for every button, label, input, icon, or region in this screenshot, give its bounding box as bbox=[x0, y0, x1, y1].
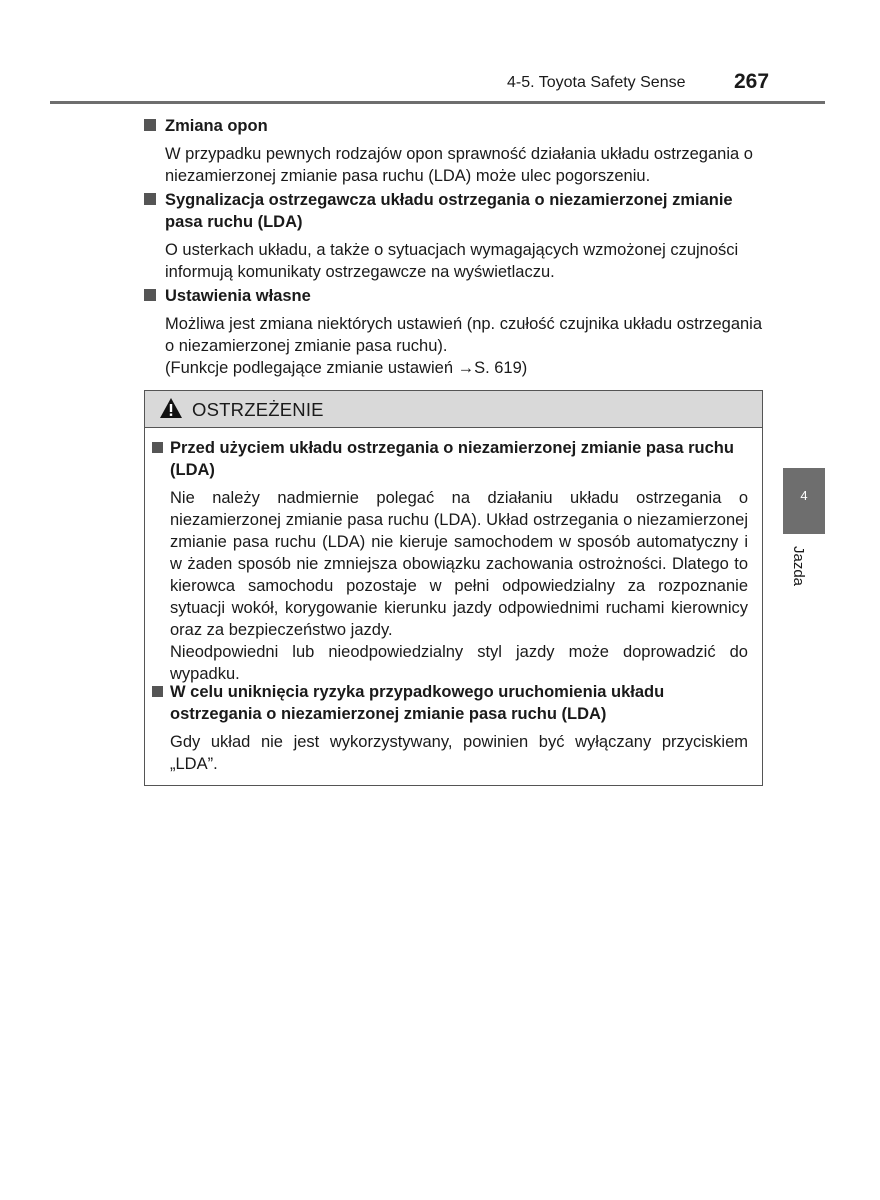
section-warning-signals bbox=[144, 189, 766, 283]
warning-item-body bbox=[152, 487, 748, 685]
warning-bullet-icon bbox=[152, 686, 163, 697]
paragraph: Nie należy nadmiernie polegać na działaniu układu ostrzegania o niezamierzonej zmianie pasa ruchu (LDA). Układ ostrzegania o niezamierzonej zmianie pasa ruchu (LDA) nie kieruje samochodem w sposób automatyczny i w żaden sposób nie zmniejsza obowiązku zachowania ostrożności. Dlatego to kierowca samochodu pozostaje w pełni odpowiedzialny za rozpoznanie sytuacji wokół, korygowanie kierunku jazdy odpowiednimi ruchami kierownicy oraz za bezpieczeństwo jazdy. bbox=[170, 489, 748, 639]
warning-triangle-icon bbox=[159, 397, 183, 419]
section-bullet-icon bbox=[144, 119, 156, 131]
section-bullet-icon bbox=[144, 289, 156, 301]
section-title: Sygnalizacja ostrzegawcza układu ostrzegania o niezamierzonej zmianie pasa ruchu (LDA) bbox=[165, 191, 733, 231]
warning-title: OSTRZEŻENIE bbox=[192, 399, 324, 420]
warning-item bbox=[152, 437, 748, 685]
warning-item-body bbox=[152, 731, 748, 775]
section-custom-settings bbox=[144, 285, 766, 379]
paragraph: O usterkach układu, a także o sytuacjach wymagających wzmożonej czujności informują komunikaty ostrzegawcze na wyświetlaczu. bbox=[165, 241, 739, 281]
warning-bullet-icon bbox=[152, 442, 163, 453]
warning-item-title: Przed użyciem układu ostrzegania o niezamierzonej zmianie pasa ruchu (LDA) bbox=[170, 439, 734, 479]
section-body bbox=[144, 239, 766, 283]
warning-item bbox=[152, 681, 748, 775]
paragraph: Nieodpowiedni lub nieodpowiedzialny styl jazdy może doprowadzić do wypadku. bbox=[170, 643, 748, 683]
section-title: Zmiana opon bbox=[165, 117, 268, 135]
section-tire-change bbox=[144, 115, 766, 187]
warning-box bbox=[144, 390, 763, 786]
paragraph: W przypadku pewnych rodzajów opon sprawność działania układu ostrzegania o niezamierzonej zmianie pasa ruchu (LDA) może ulec pogorszeniu. bbox=[165, 145, 753, 185]
chapter-number: 4 bbox=[800, 488, 808, 503]
section-body bbox=[144, 313, 766, 379]
chapter-tab bbox=[783, 468, 825, 534]
running-header-section: 4-5. Toyota Safety Sense bbox=[507, 74, 686, 91]
paragraph-reference: (Funkcje podlegające zmianie ustawień →S. 619) bbox=[165, 359, 528, 377]
header-rule bbox=[50, 101, 825, 104]
paragraph: Gdy układ nie jest wykorzystywany, powinien być wyłączany przyciskiem „LDA”. bbox=[170, 733, 748, 773]
warning-header bbox=[145, 391, 762, 428]
section-title: Ustawienia własne bbox=[165, 287, 311, 305]
section-body bbox=[144, 143, 766, 187]
section-bullet-icon bbox=[144, 193, 156, 205]
page-number: 267 bbox=[734, 70, 770, 93]
warning-item-title: W celu uniknięcia ryzyka przypadkowego uruchomienia układu ostrzegania o niezamierzonej zmianie pasa ruchu (LDA) bbox=[170, 683, 665, 723]
chapter-name: Jazda bbox=[790, 546, 807, 587]
paragraph: Możliwa jest zmiana niektórych ustawień (np. czułość czujnika układu ostrzegania o niezamierzonej zmianie pasa ruchu). bbox=[165, 315, 763, 355]
